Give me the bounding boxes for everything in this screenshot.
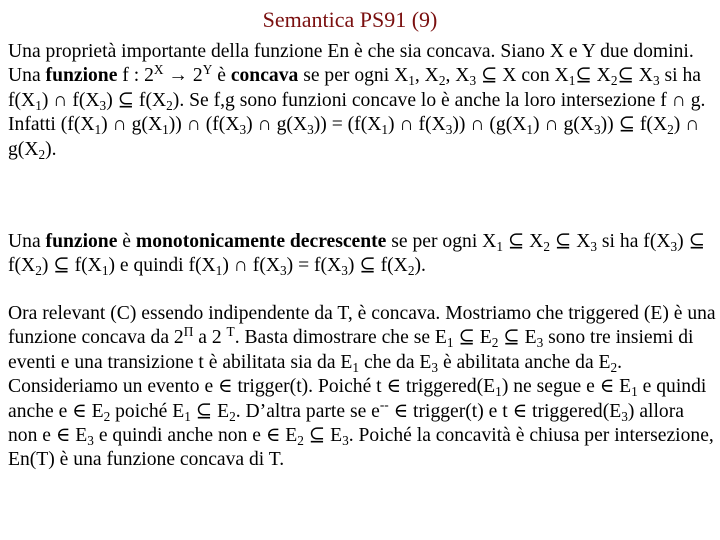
text-run: ). xyxy=(45,138,57,160)
text-run: . Poiché la concavità è chiusa per intersezione, En(T) è una funzione concava di T. xyxy=(8,425,714,471)
text-run-sub: 3 xyxy=(469,73,477,89)
text-run: ) ∩ g(X xyxy=(533,114,594,136)
text-run: ). xyxy=(414,255,426,277)
text-run: )) = (f(X xyxy=(313,114,382,136)
text-run: e quindi anche e ∈ E xyxy=(8,376,707,422)
text-run: a 2 xyxy=(193,327,227,349)
text-run: è xyxy=(117,231,136,252)
text-run-sub: 1 xyxy=(496,238,503,254)
text-run: ) ⊆ f(X xyxy=(41,255,102,277)
text-run: ) ⊆ f(X xyxy=(347,255,408,277)
text-run: , X xyxy=(445,65,470,87)
text-run-sub: 2 xyxy=(491,335,499,351)
text-run: ⊆ X xyxy=(575,65,611,87)
text-run-sub: 1 xyxy=(352,359,360,375)
text-run-sub: 3 xyxy=(307,122,314,138)
paragraph-monotone-decreasing xyxy=(8,230,716,279)
text-run: sono tre insiemi di eventi e una transizione t è abilitata sia da E xyxy=(8,327,694,373)
text-run-sub: 2 xyxy=(610,359,618,375)
text-run: ) ∩ f(X xyxy=(388,114,446,136)
text-run-sub: 3 xyxy=(87,433,94,449)
text-run: . D’altra parte se e xyxy=(235,400,380,422)
text-run-sub: 2 xyxy=(103,408,111,424)
text-run-sub: 1 xyxy=(408,73,415,89)
text-run-b: monotonicamente decrescente xyxy=(135,231,387,252)
text-run: ) e quindi f(X xyxy=(108,255,216,277)
text-run-sub: 3 xyxy=(280,263,287,279)
text-run: ). Se f,g sono funzioni concave lo è anche la loro intersezione f ∩ g. Infatti (f(X xyxy=(8,89,706,136)
text-run: si ha f(X xyxy=(597,231,671,252)
paragraph-triggered-concave-proof xyxy=(8,302,716,473)
text-run: . Consideriamo un evento e ∈ trigger(t). Poiché t ∈ triggered(E xyxy=(8,351,623,398)
text-run-sup: T xyxy=(226,324,235,340)
text-run: )) ∩ (f(X xyxy=(168,114,240,136)
text-run-sub: 2 xyxy=(38,146,46,162)
text-run: ⊆ E xyxy=(453,327,492,349)
text-run: ) ne segue e ∈ E xyxy=(501,376,632,398)
text-run-sub: 3 xyxy=(593,122,601,138)
text-run-sub: 1 xyxy=(381,122,389,138)
text-run-sub: 3 xyxy=(431,359,439,375)
text-run: → 2 xyxy=(163,65,203,87)
text-run: . Basta dimostrare che se E xyxy=(234,327,447,349)
slide-title: Semantica PS91 (9) xyxy=(262,7,438,32)
paragraph-concave-definition xyxy=(8,40,716,162)
text-run: ) ⊆ f(X xyxy=(106,89,167,111)
text-run: ) = f(X xyxy=(286,255,342,277)
text-run-sub: 2 xyxy=(667,122,674,138)
text-run-b: funzione xyxy=(45,231,118,252)
text-run: ) ∩ g(X xyxy=(101,114,163,136)
text-run-sub: 3 xyxy=(239,122,247,138)
text-run-sub: 3 xyxy=(670,238,678,254)
text-run-sub: 3 xyxy=(342,433,349,449)
text-run: Una proprietà importante della funzione En è che sia concava. Siano X e Y due domini. Una xyxy=(8,41,694,87)
text-run-sup: X xyxy=(153,62,164,78)
text-run-sub: 3 xyxy=(99,97,107,113)
text-run: si ha f(X xyxy=(8,65,701,111)
text-run-sup: Y xyxy=(202,62,213,78)
text-run-sub: 1 xyxy=(35,97,42,113)
text-run-sub: 1 xyxy=(631,384,638,400)
text-run: ) ∩ g(X xyxy=(8,114,700,160)
text-run-b: funzione xyxy=(45,65,118,87)
text-run-sub: 2 xyxy=(35,263,42,279)
text-run-sub: 2 xyxy=(297,433,304,449)
text-run: Una xyxy=(8,231,46,252)
text-run-sub: 1 xyxy=(101,263,109,279)
text-run-sub: 1 xyxy=(215,263,223,279)
text-run: ) ∩ f(X xyxy=(222,255,280,277)
text-run-sub: 1 xyxy=(526,122,534,138)
text-run: ⊆ E xyxy=(303,425,343,447)
text-run: ⊆ E xyxy=(498,327,537,349)
text-run-sub: 3 xyxy=(341,263,348,279)
text-run-sub: 2 xyxy=(610,73,618,89)
text-run: ) ∩ f(X xyxy=(41,89,100,111)
text-run: e quindi anche non e ∈ E xyxy=(93,425,298,447)
text-run-sub: 3 xyxy=(652,73,660,89)
text-run-sub: 1 xyxy=(184,408,191,424)
text-run-sub: 3 xyxy=(536,335,544,351)
text-run-sup: -- xyxy=(379,397,389,413)
text-run: Ora relevant (C) essendo indipendente da T, è concava. Mostriamo che triggered (E) è una funzione concava da 2 xyxy=(8,303,716,349)
text-run: è abilitata anche da E xyxy=(438,351,611,373)
text-run: poiché E xyxy=(110,400,185,422)
text-run: è xyxy=(212,65,231,87)
text-run: ) allora non e ∈ E xyxy=(8,400,684,447)
text-run: ⊆ X xyxy=(550,231,591,252)
text-run: ∈ trigger(t) e t ∈ triggered(E xyxy=(388,400,622,422)
text-run: , X xyxy=(414,65,439,87)
text-run: f : 2 xyxy=(117,65,154,87)
text-run-sub: 1 xyxy=(446,335,454,351)
text-run: )) ⊆ f(X xyxy=(600,114,668,136)
text-run: )) ∩ (g(X xyxy=(452,114,527,136)
text-run: che da E xyxy=(359,351,432,373)
text-run-sub: 3 xyxy=(621,408,628,424)
text-run: se per ogni X xyxy=(298,65,409,87)
text-run: ⊆ X xyxy=(617,65,653,87)
text-run-sub: 3 xyxy=(590,238,598,254)
text-run-sub: 1 xyxy=(495,384,502,400)
text-run-sub: 2 xyxy=(543,238,550,254)
text-run: ⊆ X xyxy=(502,231,544,252)
text-run-sub: 2 xyxy=(166,97,173,113)
text-run: se per ogni X xyxy=(386,231,497,252)
text-run-sub: 1 xyxy=(568,73,576,89)
text-run: ⊆ X con X xyxy=(476,65,569,87)
text-run-sup: Π xyxy=(183,324,194,340)
text-run-sub: 3 xyxy=(445,122,453,138)
text-run-sub: 1 xyxy=(162,122,169,138)
text-run-b: concava xyxy=(230,65,299,87)
text-run-sub: 2 xyxy=(438,73,446,89)
text-run-sub: 2 xyxy=(229,408,236,424)
text-run-sub: 2 xyxy=(407,263,415,279)
text-run: ) ∩ g(X xyxy=(246,114,308,136)
text-run-sub: 1 xyxy=(94,122,102,138)
text-run: ) ⊆ f(X xyxy=(8,231,705,277)
text-run: ⊆ E xyxy=(190,400,230,422)
